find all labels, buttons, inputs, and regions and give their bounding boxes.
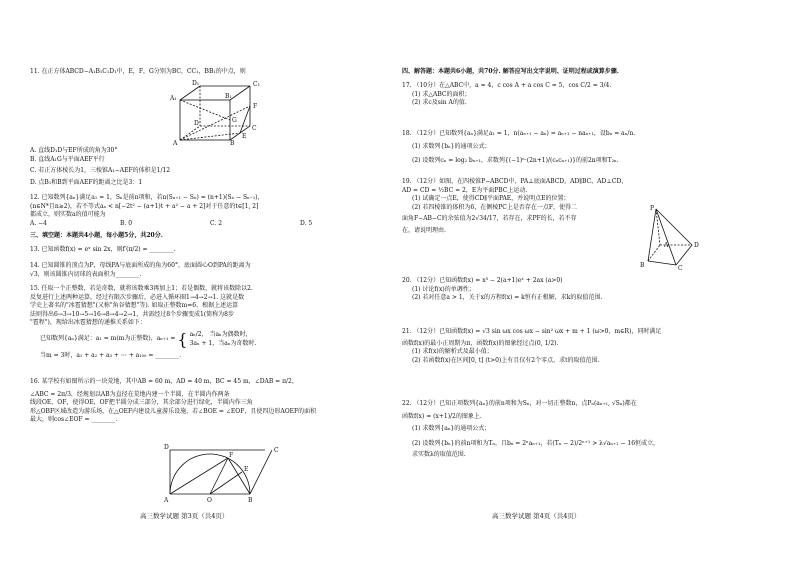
label-B1: B₁ <box>225 93 232 100</box>
q14-line-2: √3，则该圆锥内切球的表面积为________. <box>30 270 142 278</box>
q19-line-2: AD = CD = ½BC = 2，E为平面PBC上运动. <box>402 186 528 194</box>
label-C1: C₁ <box>253 81 260 88</box>
label-E: E <box>244 466 249 473</box>
label-B: B <box>640 262 645 269</box>
q20-part-2: (2) 若对任意a > 1，关于x的方程f(x) = k恒有正根解，求k的取值范围. <box>412 294 603 302</box>
q14-line-1: 14. 已知圆锥的顶点为P，母线PA与底面所成的角为60°，底面圆心O到PA的距离为 <box>30 262 251 269</box>
q16-line-5: 最大，则cos∠EOF = ________. <box>30 416 118 424</box>
q16-line-3: 线段OE，OF，使得OE，OF把半圆分成三部分，其余部分进行绿化，半圆内作三角 <box>30 399 253 407</box>
question-16 <box>30 378 400 425</box>
q11-option-b: B. 直线A₁G与平面AEF平行 <box>30 155 105 163</box>
cube-front-face <box>180 100 230 140</box>
brace-icon: { <box>177 329 188 349</box>
page-3 <box>30 0 400 561</box>
question-20 <box>402 277 772 303</box>
question-19 <box>402 178 772 236</box>
label-C: C <box>252 125 257 132</box>
q11-options <box>30 147 400 187</box>
q11-option-d: D. 点B₁和B到平面AEF的距离之比是3：1 <box>30 178 143 186</box>
label-C: C <box>274 447 279 454</box>
label-D: D <box>194 120 199 127</box>
q21-part-1: (1) 求f(x)的解析式及最小值； <box>412 348 493 356</box>
question-15 <box>30 285 400 361</box>
label-D: D <box>164 444 169 451</box>
q18-part-2: (2) 设数列cₙ = log₂ bₙ₊₁，求数列{(−1)ⁿ·(2n+1)/(cₙcₙ₊₁)}的前2n项和T₂ₙ. <box>412 157 619 165</box>
label-F: F <box>253 103 258 110</box>
q17-part-2: (2) 求c及sin A的值. <box>412 99 467 107</box>
question-11 <box>30 68 400 77</box>
q19-stem: 19. （12分）如图，在四棱锥P−ABCD中，PA⊥底面ABCD，AD∥BC，AD⊥CD， <box>402 178 628 185</box>
label-P: P <box>650 205 655 212</box>
label-D: D <box>694 242 699 249</box>
q11-cube-figure <box>170 78 270 146</box>
q22-part-2: (2) 设数列{bₙ}的前n项和为Tₙ，且bₙ = 2ⁿaₙ₊₁，若(Tₙ − 2)/2ⁿ⁺¹ > λ√aₙ₊₁ − 16恒成立， <box>412 439 660 447</box>
label-B: B <box>230 140 235 146</box>
q15-case-even: aₙ/2， 当aₙ为偶数时， <box>189 330 252 338</box>
question-14 <box>30 262 400 279</box>
q12-option-c: C. 2 <box>210 219 223 227</box>
label-A1: A₁ <box>170 95 177 102</box>
q11-option-a: A. 直线D₁D与EF所成的角为30° <box>30 147 118 154</box>
q15-recurrence <box>30 331 400 348</box>
q22-line-5: 求实数λ的取值范围. <box>412 451 466 459</box>
q15-line-6: 已知数列{aₙ}满足：a₁ = m(m为正整数)，aₙ₊₁ = <box>40 335 176 343</box>
page-3-footer: 高三数学试题 第3页（共4页） <box>140 512 229 520</box>
q12-option-a: A. −4 <box>30 219 47 227</box>
q11-stem: 11. 在正方体ABCD−A₁B₁C₁D₁中，E，F，G分别为BC，CC₁，BB₁的中点，则 <box>30 68 246 75</box>
q19-line-5: 面角F−AB−C的余弦值为2√34/17，若存在，求PF的长，若不存 <box>402 215 577 223</box>
q15-line-3: 学史上著名的"冰雹猜想"(又称"角谷猜想"等). 如取正整数m=6，根据上述运算 <box>30 302 239 310</box>
q20-part-1: (1) 讨论f(x)的单调性； <box>412 285 475 293</box>
section-4-heading: 四、解答题：本题共6小题，共70分. 解答应写出文字说明、证明过程或演算步骤. <box>402 68 619 75</box>
q19-line-6: 在，请说明理由. <box>402 226 446 234</box>
question-22 <box>402 400 772 460</box>
section-3-heading: 三、填空题：本题共4小题，每小题5分，共20分. <box>30 232 163 239</box>
label-O: O <box>207 497 212 504</box>
question-13: 13. 已知函数f(x) = eˣ sin 2x，则f′(π/2) = ________. <box>30 246 176 253</box>
q21-part-2: (2) 若函数f(x)在区间[0, t] (t>0)上有且仅有2个零点，求t的取值范围. <box>412 356 600 364</box>
label-B: B <box>248 497 253 504</box>
q21-stem: 21. （12分）已知函数f(x) = √3 sin ωx cos ωx − sin² ωx + m + 1 (ω>0，m∈R)，同时满足 <box>402 328 662 335</box>
q12-line-3: 都成立，则实数a的值可能为 <box>30 211 106 219</box>
q22-line-2: 函数f(x) = (x+1)/2的图象上. <box>402 412 482 420</box>
q22-stem: 22. （12分）已知正项数列{aₙ}的前n项和为Sₙ，对一切正整数n，点Pₙ(aₙ₊₁, √Sₙ)都在 <box>402 400 637 407</box>
q20-stem: 20. （12分）已知函数f(x) = x³ − 2(a+1)eˣ + 2ax (a>0) <box>402 277 563 284</box>
question-21 <box>402 328 772 365</box>
label-D1: D₁ <box>192 80 200 87</box>
q12-line-1: 12. 已知数列{aₙ}满足a₁ = 1，Sₙ是前n项和，若n(Sₙ₊₁ − Sₙ) = (n+1)(Sₙ − Sₙ₋₁)， <box>30 194 264 201</box>
label-A: A <box>173 140 178 146</box>
q22-part-1: (1) 求数列{aₙ}的通项公式； <box>412 425 491 433</box>
q16-line-4: 形△OBF区域改造为游乐场，在△OEF内建设儿童游乐设施，若∠BOE = ∠EOF，且使四边形AOEF的面积 <box>30 407 317 415</box>
label-F: F <box>229 452 234 459</box>
q19-part-1: (1) 试确定一点E，使得CD∥平面PAE，并说明点E的位置； <box>412 195 570 203</box>
q15-line-4: 法则得出6→3→10→5→16→8→4→2→1，共需经过8个步骤变成1(简称为8步 <box>30 310 235 318</box>
q19-pyramid-figure <box>634 205 704 271</box>
q18-stem: 18. （12分）已知数列{aₙ}满足a₁ = 1，n(aₙ₊₁ − aₙ) = aₙ₊₁ − naₙ₊₁，设bₙ = aₙ/n. <box>402 130 636 137</box>
q15-line-7: 当m = 3时，a₁ + a₂ + a₃ + ⋯ + a₁₀₀ = ________. <box>40 352 182 360</box>
q12-line-2: (n∈N*且n≥2)，若不等式aₙ < n[−2t² − (a+1)t + a² − a + 2]对于任意的t∈[1, 2] <box>30 202 259 210</box>
q18-part-1: (1) 求数列{bₙ}的通项公式； <box>412 142 491 150</box>
question-17 <box>402 82 772 108</box>
q19-part-2: (2) 若四棱锥的体积为6，在侧棱PC上是否存在一点F，使得二 <box>412 203 578 211</box>
q12-options <box>30 220 400 229</box>
label-C: C <box>678 265 683 271</box>
page-4 <box>402 0 772 561</box>
q15-case-odd: 3aₙ + 1，当aₙ为奇数时. <box>189 339 257 347</box>
q16-line-1: 16. 某学校有如图所示的一块荒地，其中AB = 60 m，AD = 40 m，BC = 45 m，∠DAB = π/2， <box>30 378 298 385</box>
q21-line-2: 函数f(x)的最小正周期为π，函数f(x)的图象经过点(0, 1/2). <box>402 339 559 347</box>
q11-option-c: C. 若正方体棱长为1，三棱锥A₁−AEF的体积是1/12 <box>30 167 171 175</box>
segment-OE <box>210 472 242 494</box>
q17-stem: 17. （10分）在△ABC中，a = 4，c cos A + a cos C = 5，cos C/2 = 3/4. <box>402 82 612 89</box>
q12-option-b: B. 0 <box>120 219 133 227</box>
q12-option-d: D. 5 <box>300 219 313 227</box>
page-4-footer: 高三数学试题 第4页（共4页） <box>492 512 581 520</box>
label-A: A <box>164 497 169 504</box>
q17-part-1: (1) 求△ABC的面积； <box>412 90 471 98</box>
label-E: E <box>242 133 247 140</box>
label-A: A <box>664 242 669 249</box>
question-12 <box>30 194 400 228</box>
q15-line-1: 15. 任取一个正整数，若是奇数，就将该数乘3再加上1；若是偶数，就将该数除以2. <box>30 285 253 292</box>
question-18 <box>402 130 772 166</box>
q15-line-5: "雹程")，现给出冰雹猜想的递推关系如下： <box>30 319 146 327</box>
q16-line-2: ∠ABC = 2π/3，经规划以AB为直径在荒地内建一个半圆，在半圆内作两条 <box>30 390 230 398</box>
label-G: G <box>232 117 237 124</box>
q15-line-2: 反复进行上述两种运算，经过有限次步骤后，必进入循环圈1→4→2→1. 这就是数 <box>30 293 245 301</box>
q16-semicircle-figure <box>150 442 290 504</box>
